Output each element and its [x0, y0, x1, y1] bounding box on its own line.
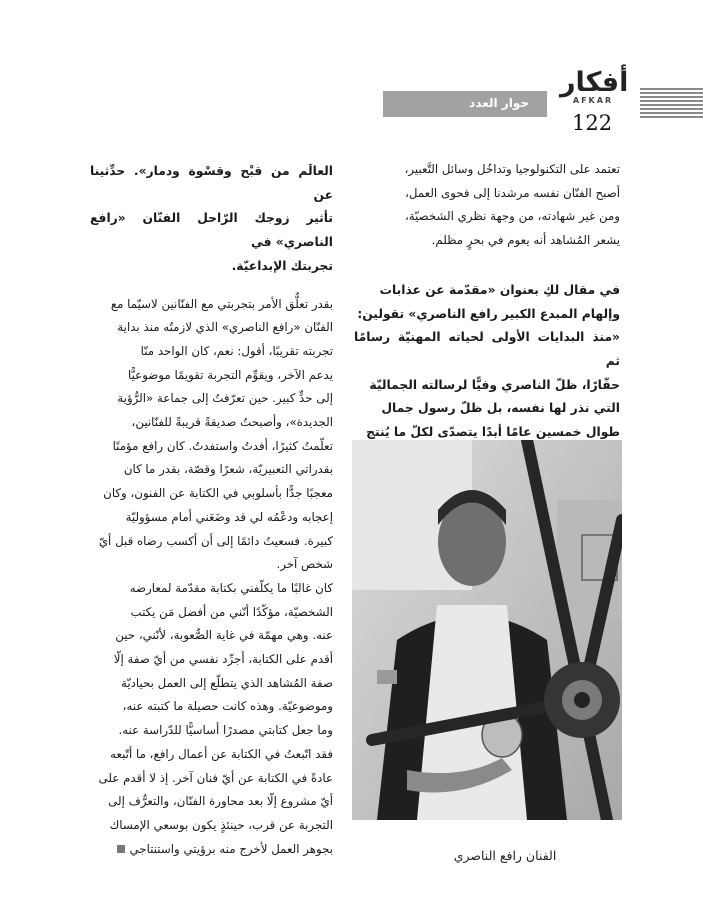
answer-line: يدعم الآخر، ويقوِّم التجربة تقويمًا موضوعيًّا [128, 367, 333, 382]
answer-line: معجبًا جدًّا بأسلوبي في الكتابة عن الفنون، وكان [103, 486, 333, 501]
answer-line: وما جعل كتابتي مصدرًا أساسيًّا للدّراسة عنه. [118, 723, 333, 738]
answer-line: تجربته تقريبًا، أقول: نعم، كان الواحد منّا [140, 343, 333, 358]
answer-line: كان غالبًا ما يكلّفني بكتابة مقدّمة لمعارضه [129, 580, 333, 595]
answer-line: وموضوعيّة. وهذه كانت حصيلة ما كتبته عنه، [122, 699, 333, 714]
answer-line: التجربة عن قرب، حينئذٍ يكون بوسعي الإمساك [109, 817, 333, 832]
left-column [90, 160, 333, 861]
question-line: طوال خمسين عامًا أبدًا يتصدّى لكلّ ما يُنتج [366, 425, 620, 440]
answer-line: كبيرة. فسعيتُ دائمًا إلى أن أكسب رضاه قبل أيّ [98, 533, 333, 548]
answer-line: الفنّان «رافع الناصري» الذي لازمتُه منذ بداية [117, 320, 333, 335]
question-line: حفّارًا، ظلّ الناصري وفيًّا لرسالته الجماليّة [369, 377, 620, 392]
answer-line: بقدراتي التعبيريّة، شعرًا وقصّة، بقدر ما كان [123, 462, 333, 477]
logo-arabic: أفكار [560, 67, 629, 98]
header-stripes-decoration [640, 88, 703, 118]
answer-line: عنه. وهي مهمّة في غاية الصُّعوبة، لأنّني، حين [115, 628, 333, 643]
answer-line: عادةً في الكتابة عن أيّ فنان آخر. إذ لا أقدم على [98, 770, 333, 785]
answer-line: شخص آخر. [276, 557, 333, 572]
end-of-article-square-icon [117, 845, 125, 853]
section-bar [383, 91, 547, 117]
answer-line: صفة المُشاهد الذي يتطلّع إلى العمل بحياديّة [121, 675, 333, 690]
answer-line: تعلّمتُ كثيرًا، أفدتُ واستفدتُ. كان رافع مؤمنًا [112, 438, 333, 453]
photo-caption: الفنان رافع الناصري [453, 848, 557, 863]
text-line: يشعر المُشاهد أنه يعوم في بحرٍ مظلم. [431, 233, 620, 248]
question-line: التي نذر لها نفسه، بل ظلّ رسول جمال [381, 401, 620, 416]
answer-line: أقدم على الكتابة، أجرِّد نفسي من أيّ صفة إلّا [113, 652, 333, 667]
text-line: ومن غير شهادته، من وجهة نظري الشخصيّة، [404, 209, 620, 224]
answer-line: إلى حدٍّ كبير. حين تعرّفتُ إلى جماعة «الرُّؤية [117, 391, 333, 406]
question-line: في مقال لكِ بعنوان «مقدّمة عن عذابات [379, 282, 620, 297]
answer-line: أيّ مشروع إلّا بعد محاورة الفنّان، والتعرُّف إلى [108, 794, 333, 809]
answer-line-text: بجوهر العمل لأخرج منه برؤيتي واستنتاجي [129, 841, 333, 856]
question-line: تأثير زوجك الرّاحل الفنّان «رافع الناصري» في [90, 211, 333, 250]
right-column [354, 158, 620, 445]
artist-photo [352, 440, 622, 820]
answer-line: الجديدة»، وأصبحتُ صديقةً قريبةً للفنّانين، [131, 415, 333, 430]
answer-line: إعجابه ودعْمُه لي قد وضَعَني أمام مسؤوليّة [125, 509, 333, 524]
answer-line: فقد اتّبعتُ في الكتابة عن أعمال رافع، ما أتّبعه [110, 746, 333, 761]
page-number: 122 [572, 111, 613, 135]
answer-line: بقدر تعلُّق الأمر بتجربتي مع الفنّانين لاسيّما مع [110, 296, 333, 311]
question-line: «منذ البدايات الأولى لحياته المهنيّة رسامًا ثم [354, 330, 620, 368]
answer-line: الشخصيّة، مؤكّدًا أنّني من أفضل مَن يكتب [130, 604, 333, 619]
question-line: العالَم من قبْح وقسْوة ودمار». حدِّثينا عن [90, 164, 333, 202]
question-line: تجربتك الإبداعيّة. [231, 258, 333, 273]
text-line: تعتمد على التكنولوجيا وتداخُل وسائل التَّعبير، [404, 162, 620, 176]
section-label: حوار العدد [469, 96, 529, 110]
answer-line-last [90, 838, 333, 862]
question-line: وإلهام المبدع الكبير رافع الناصري» تقولين: [357, 306, 620, 321]
logo-latin: AFKAR [572, 96, 614, 105]
text-line: أصبح الفنّان نفسه مرشدنا إلى فحوى العمل، [405, 185, 620, 200]
magazine-logo [560, 67, 629, 105]
